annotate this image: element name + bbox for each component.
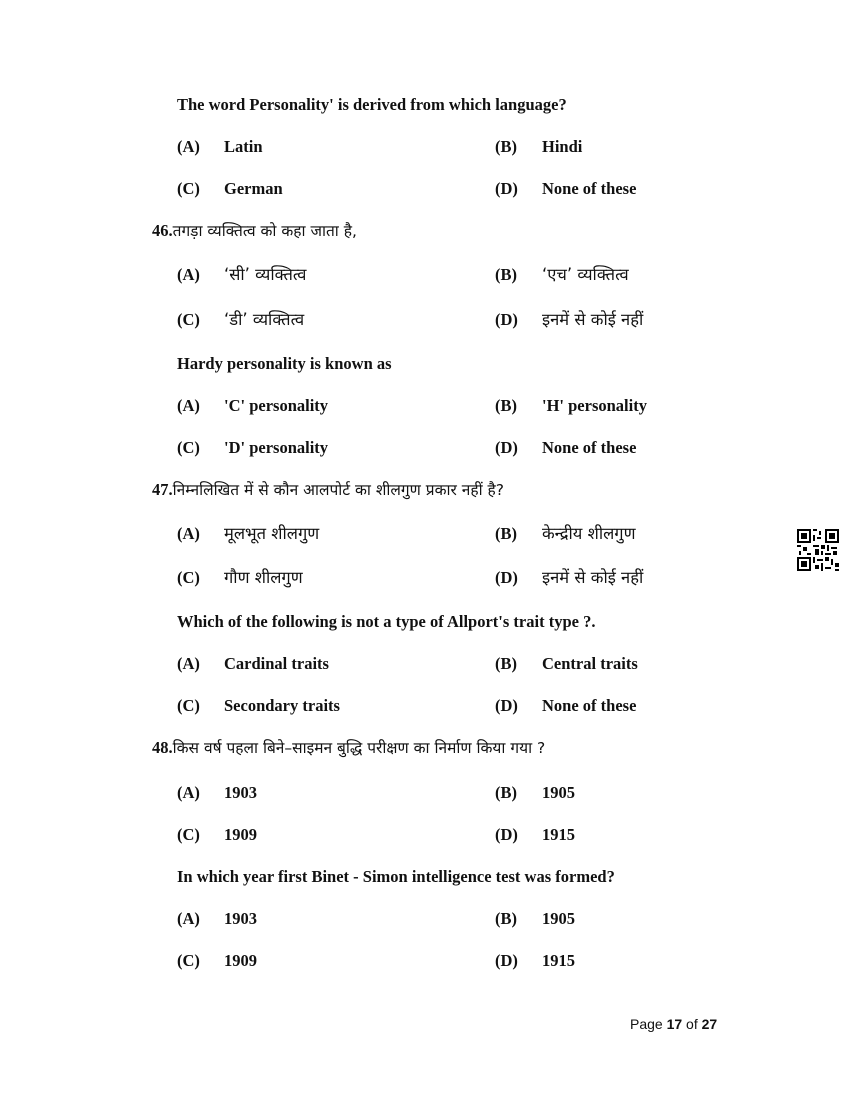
option-d-text: 1915 [542,825,575,844]
option-b-text: ‘एच’ व्यक्तित्व [542,265,629,284]
option-b-text: 1905 [542,783,575,802]
option-a-text: 'C' personality [224,396,329,415]
option-c-text: German [224,179,283,198]
option-a-text: 1903 [224,783,257,802]
option-b-text: Hindi [542,137,583,156]
option-d: (D) [495,951,518,970]
question-46-english: Hardy personality is known as [177,354,392,373]
option-c: (C) [177,696,200,715]
option-c-text: गौण शीलगुण [224,568,303,587]
question-45-english: The word Personality' is derived from which language? [177,95,567,114]
option-d: (D) [495,438,518,457]
question-47-hindi [152,480,504,500]
option-b: (B) [495,654,517,673]
option-d: (D) [495,696,518,715]
option-a: (A) [177,524,200,543]
question-number: 47. [152,480,173,499]
option-a-text: Cardinal traits [224,654,329,673]
option-d: (D) [495,568,518,587]
option-c-text: 1909 [224,951,257,970]
option-a-text: Latin [224,137,263,156]
option-a-text: 1903 [224,909,257,928]
option-c: (C) [177,310,200,329]
option-a: (A) [177,265,200,284]
option-c: (C) [177,438,200,457]
option-b: (B) [495,783,517,802]
option-c: (C) [177,568,200,587]
question-48-english: In which year first Binet - Simon intelligence test was formed? [177,867,615,886]
option-b-text: 'H' personality [542,396,647,415]
question-number: 48. [152,738,173,757]
question-text: निम्नलिखित में से कौन आलपोर्ट का शीलगुण प्रकार नहीं है? [172,481,505,499]
option-b: (B) [495,396,517,415]
question-46-hindi [152,221,357,241]
option-d-text: 1915 [542,951,575,970]
qr-code-icon [797,529,839,571]
option-a-text: मूलभूत शीलगुण [224,524,320,543]
option-c-text: 1909 [224,825,257,844]
option-b: (B) [495,524,517,543]
option-a: (A) [177,137,200,156]
option-b: (B) [495,909,517,928]
option-d: (D) [495,310,518,329]
question-47-english: Which of the following is not a type of Allport's trait type ?. [177,612,596,631]
option-d-text: इनमें से कोई नहीं [542,310,644,329]
option-b-text: 1905 [542,909,575,928]
option-d-text: इनमें से कोई नहीं [542,568,644,587]
question-48-hindi [152,738,545,758]
option-c: (C) [177,179,200,198]
option-b-text: केन्द्रीय शीलगुण [542,524,636,543]
option-c-text: Secondary traits [224,696,340,715]
option-a: (A) [177,654,200,673]
option-d-text: None of these [542,696,637,715]
option-d-text: None of these [542,179,637,198]
option-a: (A) [177,396,200,415]
option-d-text: None of these [542,438,637,457]
question-text: किस वर्ष पहला बिने–साइमन बुद्धि परीक्षण का निर्माण किया गया ? [172,739,546,757]
option-b: (B) [495,137,517,156]
option-c-text: 'D' personality [224,438,329,457]
option-a-text: ‘सी’ व्यक्तित्व [224,265,307,284]
question-text: तगड़ा व्यक्तित्व को कहा जाता है, [172,222,357,240]
option-a: (A) [177,909,200,928]
option-a: (A) [177,783,200,802]
option-c: (C) [177,825,200,844]
option-c-text: ‘डी’ व्यक्तित्व [224,310,305,329]
option-c: (C) [177,951,200,970]
option-b: (B) [495,265,517,284]
page-number: Page 17 of 27 [630,1016,718,1032]
option-d: (D) [495,825,518,844]
option-d: (D) [495,179,518,198]
question-number: 46. [152,221,173,240]
option-b-text: Central traits [542,654,638,673]
